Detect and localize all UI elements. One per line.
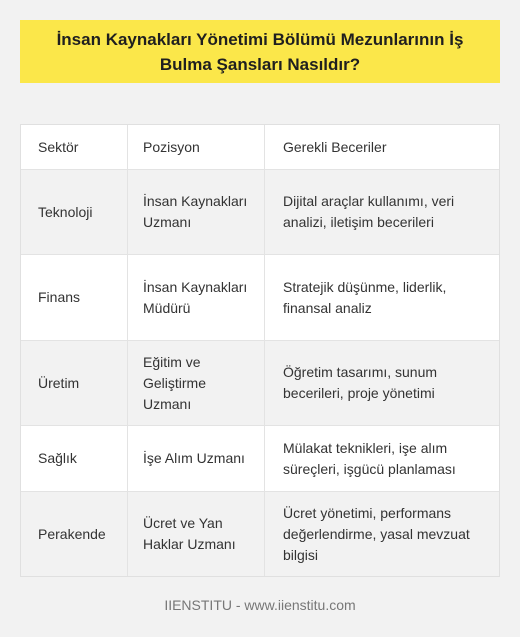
- sector-table: [20, 124, 500, 577]
- footer-credit: IIENSTITU - www.iienstitu.com: [164, 597, 356, 613]
- table-row: [21, 170, 499, 255]
- header-position: Pozisyon: [128, 125, 265, 169]
- table-row: [21, 255, 499, 341]
- cell-skills: Stratejik düşünme, liderlik, finansal analiz: [283, 278, 447, 316]
- table-row: [21, 341, 499, 426]
- cell-position: İnsan Kaynakları Uzmanı: [128, 170, 265, 254]
- cell-sector: Sağlık: [21, 426, 128, 491]
- page-title: İnsan Kaynakları Yönetimi Bölümü Mezunlarının İş Bulma Şansları Nasıldır?: [56, 29, 464, 74]
- cell-skills: Öğretim tasarımı, sunum becerileri, proje yönetimi: [283, 364, 438, 401]
- cell-position: İşe Alım Uzmanı: [128, 426, 265, 491]
- table-row: [21, 492, 499, 576]
- cell-sector: Üretim: [21, 341, 128, 425]
- cell-skills: Mülakat teknikleri, işe alım süreçleri, işgücü planlaması: [283, 439, 456, 477]
- cell-position: Eğitim ve Geliştirme Uzmanı: [128, 341, 265, 425]
- cell-sector: Finans: [21, 255, 128, 340]
- header-sector: Sektör: [21, 125, 128, 169]
- cell-sector: Perakende: [21, 492, 128, 576]
- cell-sector: Teknoloji: [21, 170, 128, 254]
- cell-position: İnsan Kaynakları Müdürü: [128, 255, 265, 340]
- cell-position: Ücret ve Yan Haklar Uzmanı: [128, 492, 265, 576]
- table-header-row: [21, 125, 499, 170]
- cell-skills: Ücret yönetimi, performans değerlendirme, yasal mevzuat bilgisi: [283, 504, 470, 563]
- cell-skills: Dijital araçlar kullanımı, veri analizi, iletişim becerileri: [283, 193, 455, 230]
- title-banner: [20, 20, 500, 83]
- header-skills: Gerekli Beceriler: [283, 138, 387, 155]
- table-row: [21, 426, 499, 492]
